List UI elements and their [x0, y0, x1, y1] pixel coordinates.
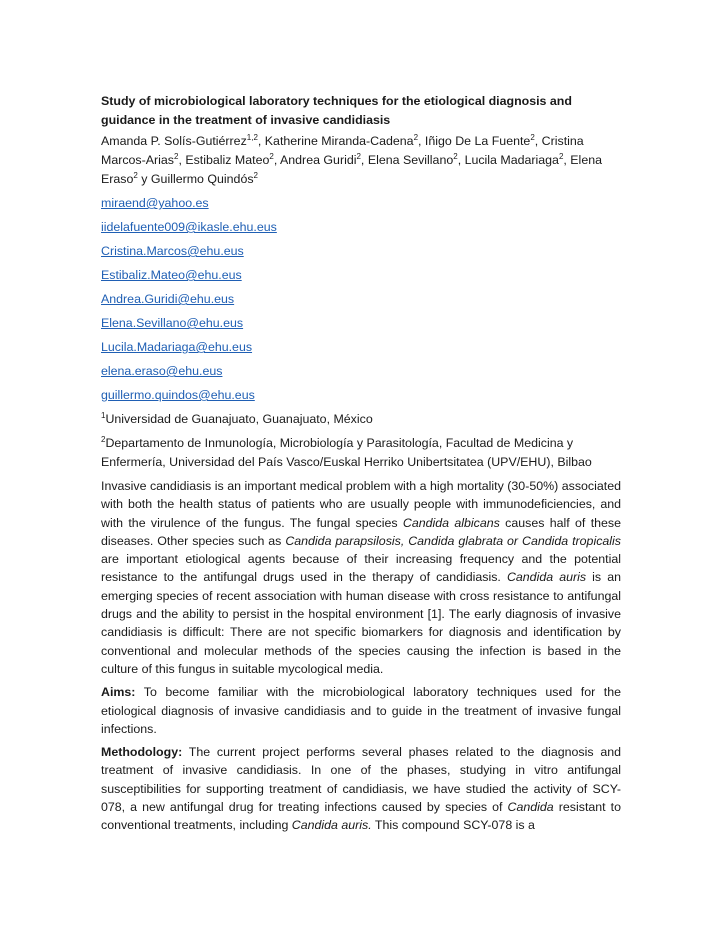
author-name: Katherine Miranda-Cadena — [264, 134, 414, 148]
intro-text: is an emerging species of recent association with human disease with cross resistance to antifungal drugs and the ability to persist in the hospital environment [1]. The early diagnosis of invasive candidiasis is difficult: There are not specific biomarkers for diagnosis and identification by conventional and molecular methods of the species causing the infection is based in the culture of this fungus in suitable mycological media. — [101, 570, 621, 676]
author-separator: , — [178, 153, 186, 167]
author-separator: , — [563, 153, 571, 167]
intro-text: are important etiological agents because of their increasing frequency and the potential resistance to the antifungal drugs used in the therapy of candidiasis. — [101, 552, 621, 585]
methodology-label: Methodology: — [101, 745, 183, 760]
author-name: Guillermo Quindós — [150, 172, 254, 186]
email-list — [101, 194, 621, 405]
aims-label: Aims: — [101, 685, 136, 700]
author-affiliation-mark: 2 — [558, 151, 564, 161]
author-affiliation-mark: 2 — [356, 151, 361, 161]
author-separator: , — [273, 153, 281, 167]
methodology-text: The current project performs several phases related to the diagnosis and treatment of invasive candidiasis. In one of the phases, studying in vitro antifungal susceptibilities for supporting treatment of candidiasis, we have studied the activity of SCY-078, a new antifungal drug for treating infections caused by species of — [101, 745, 621, 815]
author-affiliation-mark: 2 — [453, 151, 458, 161]
email-link[interactable]: elena.eraso@ehu.eus — [101, 364, 223, 378]
methodology-text: This compound SCY-078 is a — [371, 818, 535, 833]
author-name: Amanda P. Solís-Gutiérrez — [101, 134, 247, 148]
email-link[interactable]: Cristina.Marcos@ehu.eus — [101, 244, 244, 258]
intro-text: causes half of these diseases. Other species such as — [101, 515, 622, 548]
intro-paragraph — [101, 477, 621, 678]
affiliation-list — [101, 410, 621, 472]
paper-title: Study of microbiological laboratory techniques for the etiological diagnosis and guidance in the treatment of invasive candidiasis — [101, 94, 572, 127]
author-name: Iñigo De La Fuente — [424, 134, 531, 148]
author-affiliation-mark: 2 — [269, 151, 274, 161]
species-name: Candida — [507, 800, 554, 815]
author-name: Lucila Madariaga — [464, 153, 559, 167]
author-separator: , — [257, 134, 265, 148]
affiliation-number: 1 — [101, 410, 106, 420]
author-separator: , — [534, 134, 542, 148]
email-link[interactable]: Lucila.Madariaga@ehu.eus — [101, 340, 253, 354]
author-name: Cristina Marcos-Arias — [101, 134, 584, 167]
affiliation — [101, 434, 621, 472]
affiliation-number: 2 — [101, 434, 106, 444]
author-affiliation-mark: 2 — [413, 132, 419, 142]
email-link[interactable]: iidelafuente009@ikasle.ehu.eus — [101, 220, 277, 234]
email-link[interactable]: Andrea.Guridi@ehu.eus — [101, 292, 235, 306]
email-link[interactable]: Elena.Sevillano@ehu.eus — [101, 316, 244, 330]
author-affiliation-mark: 2 — [133, 170, 138, 180]
methodology-text: resistant to conventional treatments, including — [101, 800, 622, 833]
author-separator: , — [418, 134, 425, 148]
species-name: Candida auris. — [291, 818, 372, 833]
author-affiliation-mark: 1,2 — [246, 132, 258, 142]
email-link[interactable]: guillermo.quindos@ehu.eus — [101, 388, 255, 402]
affiliation-text: Departamento de Inmunología, Microbiología y Parasitología, Facultad de Medicina y Enfermería, Universidad del País Vasco/Euskal Herriko Unibertsitatea (UPV/EHU), Bilbao — [101, 436, 592, 469]
methodology-paragraph — [101, 743, 621, 834]
species-name: Candida auris — [506, 570, 587, 585]
email-link[interactable]: Estibaliz.Mateo@ehu.eus — [101, 268, 242, 282]
author-affiliation-mark: 2 — [530, 132, 535, 142]
email-link[interactable]: miraend@yahoo.es — [101, 196, 209, 210]
species-name: Candida albicans — [402, 515, 500, 530]
author-list — [101, 132, 621, 189]
aims-text: To become familiar with the microbiological laboratory techniques used for the etiological diagnosis of invasive candidiasis and to guide in the treatment of invasive fungal infections. — [101, 685, 621, 736]
affiliation — [101, 410, 621, 429]
author-separator: , — [457, 153, 465, 167]
intro-text: Invasive candidiasis is an important medical problem with a high mortality (30-50%) associated with both the health status of patients who are usually people with immunodeficiencies, and with the virulence of the fungus. The fungal species — [101, 479, 621, 530]
author-separator: , — [360, 153, 368, 167]
species-name: Candida parapsilosis, Candida glabrata or Candida tropicalis — [285, 533, 621, 548]
affiliation-text: Universidad de Guanajuato, Guanajuato, México — [105, 412, 373, 426]
author-affiliation-mark: 2 — [173, 151, 179, 161]
author-affiliation-mark: 2 — [253, 170, 258, 180]
author-name: Elena Sevillano — [367, 153, 454, 167]
author-name: Estibaliz Mateo — [185, 153, 270, 167]
author-separator: y — [137, 172, 151, 186]
author-name: Elena Eraso — [101, 153, 602, 186]
aims-paragraph — [101, 683, 621, 738]
document-page — [101, 92, 621, 840]
author-name: Andrea Guridi — [280, 153, 357, 167]
